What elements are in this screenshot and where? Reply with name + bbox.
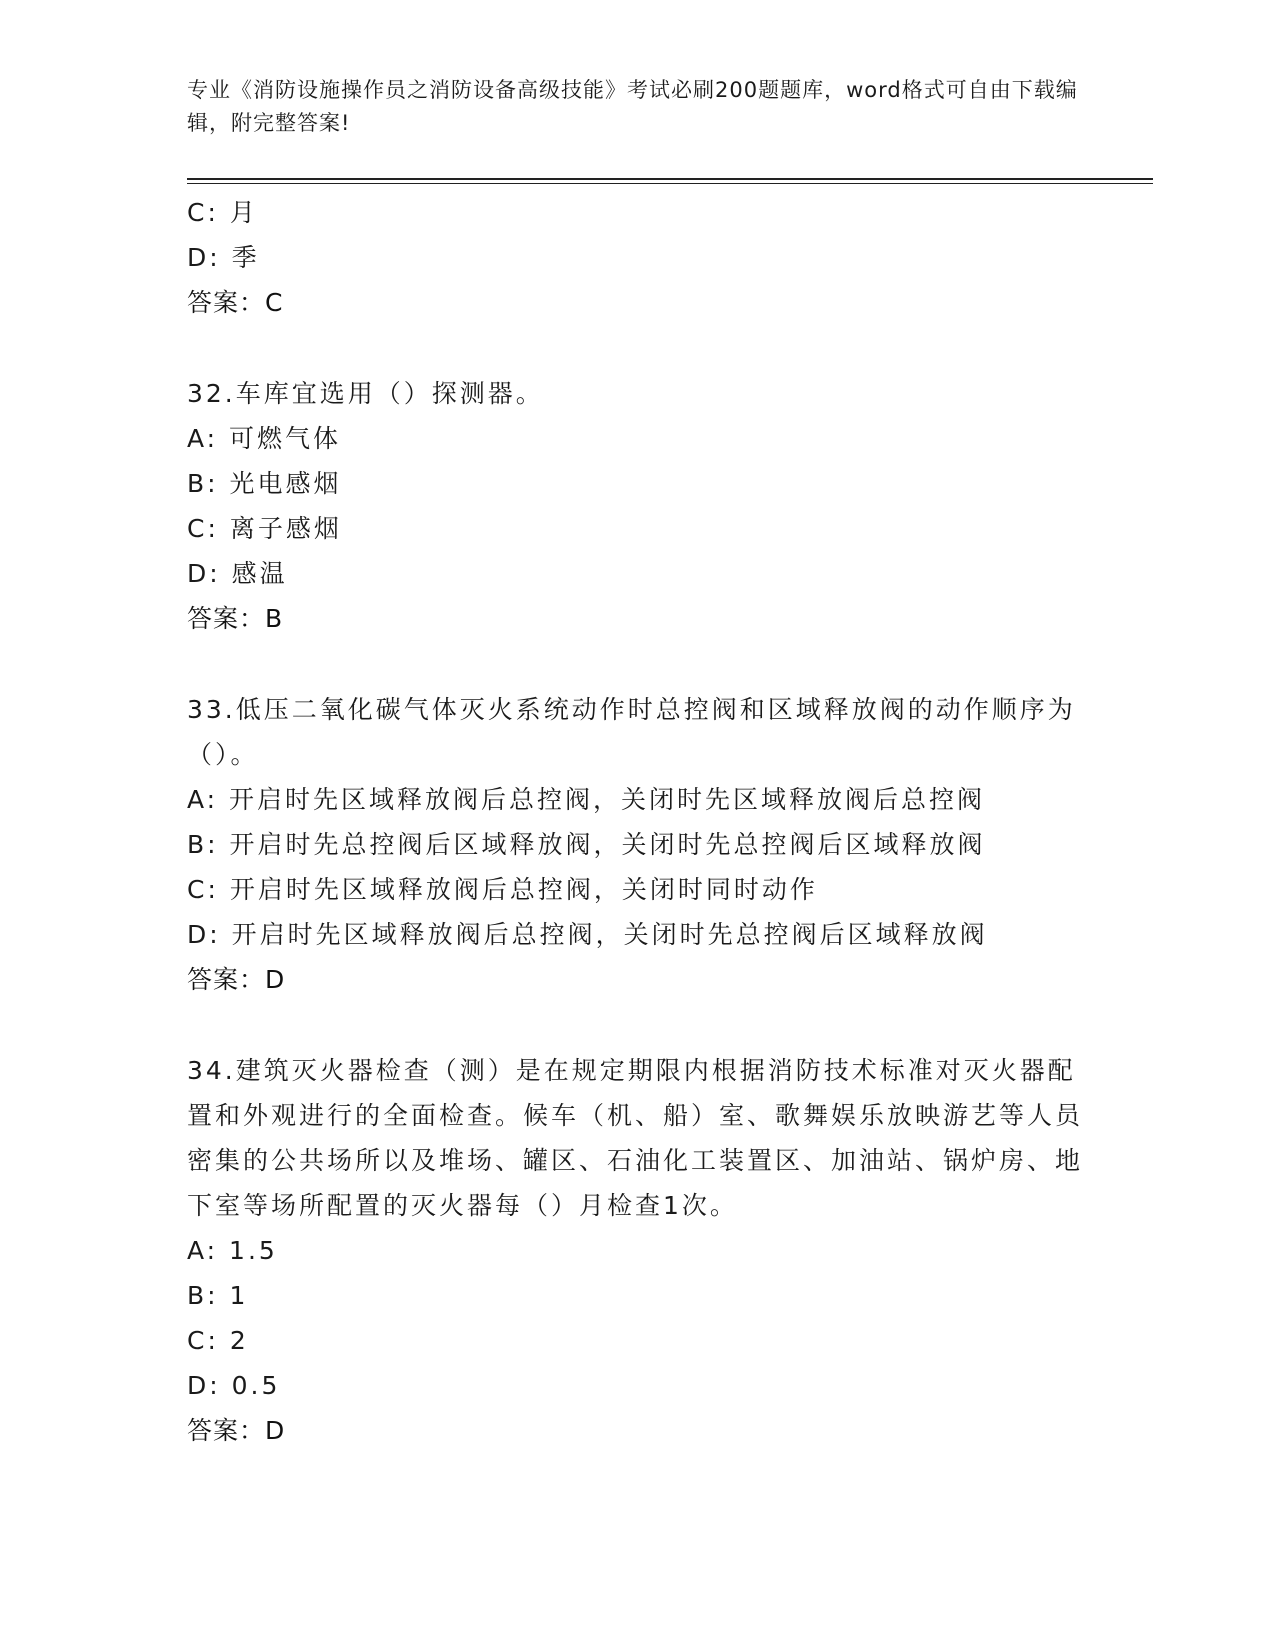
option-a: A: 可燃气体 bbox=[187, 424, 342, 453]
spacer bbox=[187, 641, 1087, 687]
question-list bbox=[187, 190, 1087, 1453]
question-stem: 32.车库宜选用（）探测器。 bbox=[187, 379, 544, 408]
header-divider-thick bbox=[187, 178, 1153, 180]
option-a: A: 开启时先区域释放阀后总控阀，关闭时先区域释放阀后总控阀 bbox=[187, 785, 986, 814]
answer-line: 答案：D bbox=[187, 1416, 286, 1445]
spacer bbox=[187, 325, 1087, 371]
header-divider-thin bbox=[187, 183, 1153, 184]
option-d: D: 感温 bbox=[187, 559, 288, 588]
answer-line: 答案：C bbox=[187, 288, 284, 317]
question-stem: 34.建筑灭火器检查（测）是在规定期限内根据消防技术标准对灭火器配置和外观进行的全面检查。候车（机、船）室、歌舞娱乐放映游艺等人员密集的公共场所以及堆场、罐区、石油化工装置区、加油站、锅炉房、地下室等场所配置的灭火器每（）月检查1次。 bbox=[187, 1056, 1084, 1220]
spacer bbox=[187, 1002, 1087, 1048]
question-stem: 33.低压二氧化碳气体灭火系统动作时总控阀和区域释放阀的动作顺序为（）。 bbox=[187, 695, 1076, 769]
option-b: B: 开启时先总控阀后区域释放阀，关闭时先总控阀后区域释放阀 bbox=[187, 830, 986, 859]
option-d: D: 开启时先区域释放阀后总控阀，关闭时先总控阀后区域释放阀 bbox=[187, 920, 988, 949]
option-d: D: 季 bbox=[187, 243, 260, 272]
option-c: C: 2 bbox=[187, 1326, 249, 1355]
option-c: C: 月 bbox=[187, 198, 258, 227]
page-header: 专业《消防设施操作员之消防设备高级技能》考试必刷200题题库，word格式可自由下载编辑，附完整答案! bbox=[187, 78, 1078, 135]
answer-line: 答案：D bbox=[187, 965, 286, 994]
answer-line: 答案：B bbox=[187, 604, 284, 633]
option-b: B: 1 bbox=[187, 1281, 249, 1310]
option-c: C: 离子感烟 bbox=[187, 514, 342, 543]
option-c: C: 开启时先区域释放阀后总控阀，关闭时同时动作 bbox=[187, 875, 818, 904]
option-b: B: 光电感烟 bbox=[187, 469, 342, 498]
option-d: D: 0.5 bbox=[187, 1371, 281, 1400]
option-a: A: 1.5 bbox=[187, 1236, 278, 1265]
